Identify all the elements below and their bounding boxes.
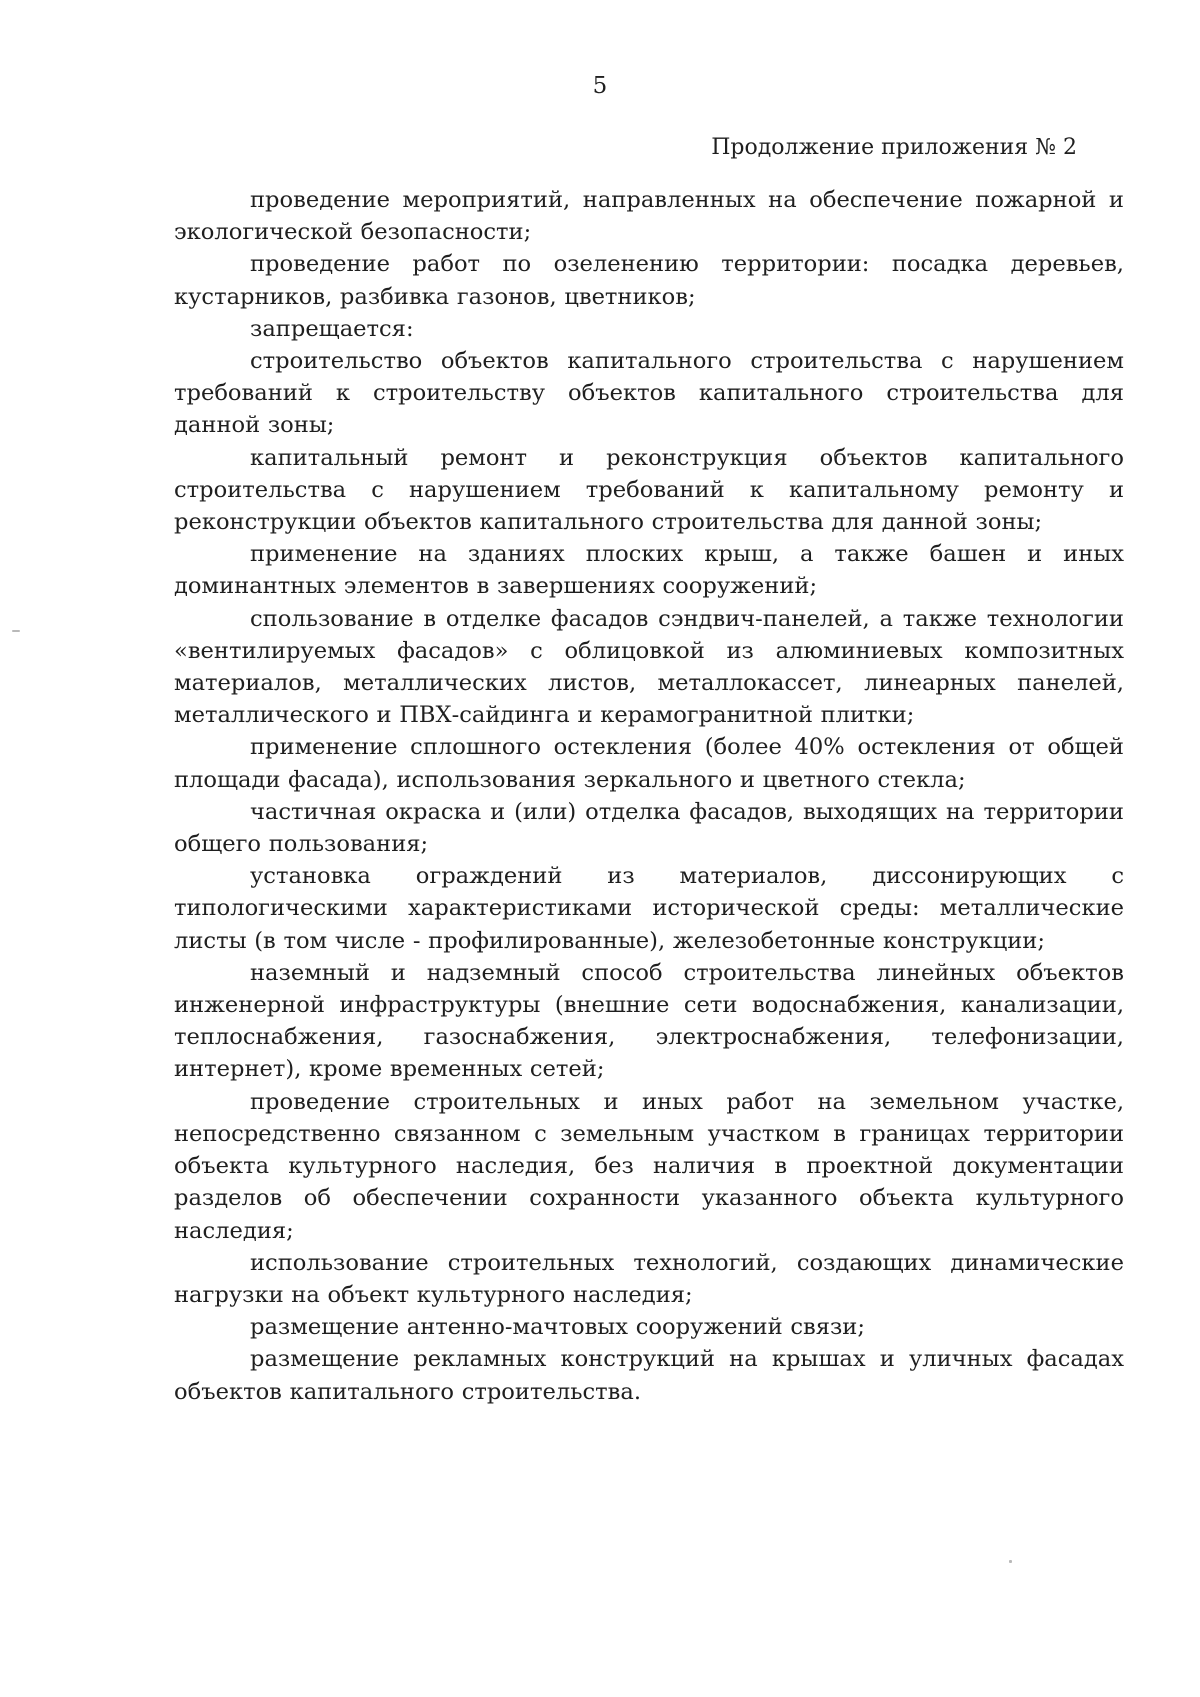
paragraph: проведение строительных и иных работ на земельном участке, непосредственно связанном с земельным участком в границах территории объекта культурного наследия, без наличия в проектной документации разделов об обеспечении сохранности указанного объекта культурного наследия; bbox=[174, 1088, 1124, 1244]
scan-speck bbox=[12, 630, 20, 632]
paragraph: запрещается: bbox=[250, 315, 414, 342]
paragraph: спользование в отделке фасадов сэндвич-панелей, а также технологии «вентилируемых фасадов» с облицовкой из алюминиевых композитных материалов, металлических листов, металлокассет, линеарных панелей, металлического и ПВХ-сайдинга и керамогранитной плитки; bbox=[174, 605, 1124, 729]
paragraph: использование строительных технологий, создающих динамические нагрузки на объект культурного наследия; bbox=[174, 1249, 1124, 1308]
appendix-continuation-note: Продолжение приложения № 2 bbox=[711, 135, 1077, 160]
document-body bbox=[174, 184, 1124, 1408]
paragraph: размещение антенно-мачтовых сооружений связи; bbox=[250, 1314, 865, 1341]
paragraph: размещение рекламных конструкций на крышах и уличных фасадах объектов капитального строительства. bbox=[174, 1346, 1124, 1405]
paragraph: проведение мероприятий, направленных на обеспечение пожарной и экологической безопасности; bbox=[174, 187, 1124, 246]
scan-speck bbox=[1009, 1560, 1012, 1563]
paragraph: строительство объектов капитального строительства с нарушением требований к строительству объектов капитального строительства для данной зоны; bbox=[174, 348, 1124, 439]
page-number: 5 bbox=[592, 73, 608, 99]
paragraph: применение на зданиях плоских крыш, а также башен и иных доминантных элементов в завершениях сооружений; bbox=[174, 541, 1124, 600]
paragraph: наземный и надземный способ строительства линейных объектов инженерной инфраструктуры (внешние сети водоснабжения, канализации, теплоснабжения, газоснабжения, электроснабжения, телефонизации, интернет), кроме временных сетей; bbox=[174, 959, 1124, 1083]
paragraph: частичная окраска и (или) отделка фасадов, выходящих на территории общего пользования; bbox=[174, 798, 1124, 858]
paragraph: капитальный ремонт и реконструкция объектов капитального строительства с нарушением требований к капитальному ремонту и реконструкции объектов капитального строительства для данной зоны; bbox=[174, 444, 1124, 536]
paragraph: установка ограждений из материалов, диссонирующих с типологическими характеристиками исторической среды: металлические листы (в том числе - профилированные), железобетонные конструкции; bbox=[174, 863, 1124, 954]
paragraph: применение сплошного остекления (более 40% остекления от общей площади фасада), использования зеркального и цветного стекла; bbox=[174, 734, 1124, 793]
paragraph: проведение работ по озеленению территории: посадка деревьев, кустарников, разбивка газонов, цветников; bbox=[174, 251, 1124, 310]
